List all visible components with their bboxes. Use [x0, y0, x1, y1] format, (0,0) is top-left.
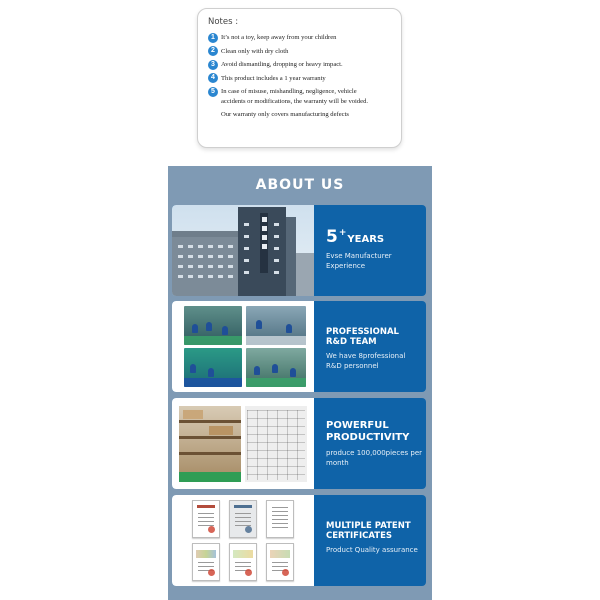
productivity-title-line: POWERFUL [326, 420, 389, 431]
certificate-icon [266, 543, 294, 581]
number-badge-icon: 1 [208, 33, 218, 43]
years-label: YEARS [347, 234, 385, 245]
rd-team-card [172, 301, 426, 392]
note-item [208, 47, 393, 57]
factory-building-photo [172, 205, 314, 296]
certificate-icon [229, 500, 257, 538]
certificate-icon [192, 543, 220, 581]
number-badge-icon: 5 [208, 87, 218, 97]
note-text: Clean only with dry cloth [221, 47, 289, 55]
warehouse-photo [179, 406, 241, 482]
note-text: Avoid dismantling, dropping or heavy impact. [221, 61, 343, 69]
years-number: 5 [326, 227, 338, 247]
productivity-card [172, 398, 426, 489]
certificate-icon [229, 543, 257, 581]
warehouse-photo-collage [172, 398, 314, 489]
note-item [208, 33, 393, 43]
note-item [208, 60, 393, 70]
note-text: It’s not a toy, keep away from your children [221, 34, 337, 41]
rd-team-text [326, 327, 422, 371]
team-photo [246, 348, 306, 387]
certificates-text [326, 521, 422, 555]
productivity-text [326, 420, 422, 468]
rd-team-title-line: R&D TEAM [326, 337, 377, 347]
experience-desc: Evse Manufacturer Experience [326, 252, 392, 270]
team-photo [246, 306, 306, 345]
certificate-icon [192, 500, 220, 538]
productivity-desc: produce 100,000pieces per month [326, 449, 423, 467]
number-badge-icon: 2 [208, 46, 218, 56]
certificates-card [172, 495, 426, 586]
building-sign-icon [260, 213, 268, 273]
about-us-panel [168, 166, 432, 600]
team-photo [184, 306, 242, 345]
notes-card [197, 8, 402, 148]
note-extra [208, 110, 393, 120]
note-text: In case of misuse, mishandling, negligence, vehicle [221, 88, 357, 96]
number-badge-icon: 4 [208, 73, 218, 83]
certificates-collage [172, 495, 314, 586]
notes-title: Notes : [208, 17, 239, 27]
note-text: This product includes a 1 year warranty [221, 74, 326, 82]
team-photo-collage [172, 301, 314, 392]
note-text: accidents or modifications, the warranty will be voided. [221, 97, 369, 105]
certificates-desc: Product Quality assurance [326, 546, 418, 554]
productivity-title-line: PRODUCTIVITY [326, 432, 410, 443]
certificates-title-line: MULTIPLE PATENT [326, 521, 411, 531]
number-badge-icon: 3 [208, 60, 218, 70]
certificate-icon [266, 500, 294, 538]
team-photo [184, 348, 242, 387]
rd-team-desc: We have 8professional R&D personnel [326, 352, 406, 370]
plus-sign: + [338, 228, 347, 238]
boxes-photo [245, 406, 307, 482]
about-title: ABOUT US [255, 177, 345, 193]
certificates-title-line: CERTIFICATES [326, 531, 393, 541]
note-item [208, 74, 393, 84]
note-text: Our warranty only covers manufacturing defects [221, 110, 349, 118]
note-item [208, 87, 393, 106]
experience-card [172, 205, 426, 296]
rd-team-title-line: PROFESSIONAL [326, 327, 399, 337]
experience-text [326, 227, 422, 271]
